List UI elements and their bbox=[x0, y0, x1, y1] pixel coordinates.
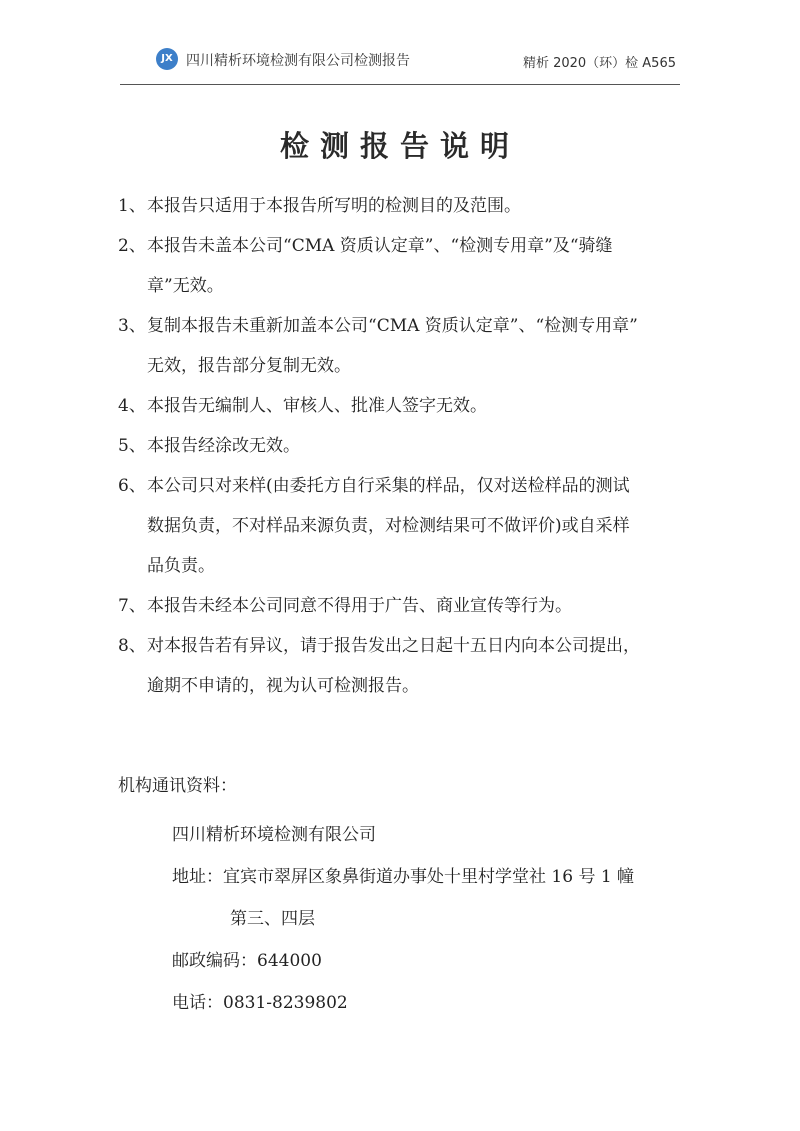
note-continuation-line bbox=[118, 546, 698, 586]
note-first-line bbox=[118, 426, 698, 466]
contact-company: 四川精析环境检测有限公司 bbox=[172, 825, 376, 845]
note-number: 6、 bbox=[118, 476, 146, 496]
note-first-line bbox=[118, 306, 698, 346]
page-title: 检测报告说明 bbox=[279, 129, 520, 163]
contact-phone bbox=[172, 982, 698, 1024]
header-company-name: 四川精析环境检测有限公司检测报告 bbox=[186, 53, 410, 69]
contact-details bbox=[118, 806, 698, 1024]
address-label: 地址： bbox=[172, 867, 223, 887]
note-first-line bbox=[118, 626, 698, 666]
note-text: 本报告未经本公司同意不得用于广告、商业宣传等行为。 bbox=[147, 596, 572, 616]
note-number: 5、 bbox=[118, 436, 146, 456]
note-first-line bbox=[118, 226, 698, 266]
note-text: 本报告只适用于本报告所写明的检测目的及范围。 bbox=[147, 196, 521, 216]
contact-section bbox=[118, 766, 698, 1024]
note-text: 本报告未盖本公司“CMA 资质认定章”、“检测专用章”及“骑缝 bbox=[147, 236, 613, 256]
note-item bbox=[118, 226, 698, 306]
note-item bbox=[118, 306, 698, 386]
note-item bbox=[118, 386, 698, 426]
report-number: 精析 2020（环）检 A565 bbox=[522, 56, 676, 71]
note-number: 8、 bbox=[118, 636, 146, 656]
note-text: 本公司只对来样(由委托方自行采集的样品，仅对送检样品的测试 bbox=[147, 476, 630, 496]
note-text: 本报告无编制人、审核人、批准人签字无效。 bbox=[147, 396, 487, 416]
note-item bbox=[118, 586, 698, 626]
note-number: 1、 bbox=[118, 196, 146, 216]
note-item bbox=[118, 466, 698, 586]
note-continuation-line bbox=[118, 666, 698, 706]
notes-list bbox=[118, 186, 698, 706]
contact-address bbox=[172, 856, 698, 898]
note-continuation-line bbox=[118, 266, 698, 306]
note-continuation-line bbox=[118, 506, 698, 546]
note-text: 复制本报告未重新加盖本公司“CMA 资质认定章”、“检测专用章” bbox=[147, 316, 638, 336]
note-first-line bbox=[118, 386, 698, 426]
contact-postcode bbox=[172, 940, 698, 982]
note-item bbox=[118, 186, 698, 226]
note-item bbox=[118, 426, 698, 466]
note-first-line bbox=[118, 586, 698, 626]
note-text: 章”无效。 bbox=[147, 276, 224, 296]
postcode-label: 邮政编码： bbox=[172, 951, 257, 971]
postcode-value: 644000 bbox=[257, 951, 322, 971]
phone-value: 0831-8239802 bbox=[223, 993, 348, 1013]
company-logo-icon: JX bbox=[156, 48, 178, 70]
note-text: 对本报告若有异议，请于报告发出之日起十五日内向本公司提出， bbox=[147, 636, 640, 656]
note-number: 3、 bbox=[118, 316, 146, 336]
phone-label: 电话： bbox=[172, 993, 223, 1013]
note-text: 本报告经涂改无效。 bbox=[147, 436, 300, 456]
contact-heading: 机构通讯资料： bbox=[118, 776, 237, 796]
note-text: 品负责。 bbox=[147, 556, 215, 576]
address-line-1: 宜宾市翠屏区象鼻街道办事处十里村学堂社 16 号 1 幢 bbox=[223, 867, 635, 887]
page-header bbox=[120, 40, 680, 85]
note-number: 4、 bbox=[118, 396, 146, 416]
note-first-line bbox=[118, 186, 698, 226]
note-text: 数据负责，不对样品来源负责，对检测结果可不做评价)或自采样 bbox=[147, 516, 630, 536]
note-text: 逾期不申请的，视为认可检测报告。 bbox=[147, 676, 419, 696]
note-continuation-line bbox=[118, 346, 698, 386]
note-text: 无效，报告部分复制无效。 bbox=[147, 356, 351, 376]
note-item bbox=[118, 626, 698, 706]
note-number: 7、 bbox=[118, 596, 146, 616]
address-line-2: 第三、四层 bbox=[230, 909, 315, 929]
note-number: 2、 bbox=[118, 236, 146, 256]
note-first-line bbox=[118, 466, 698, 506]
